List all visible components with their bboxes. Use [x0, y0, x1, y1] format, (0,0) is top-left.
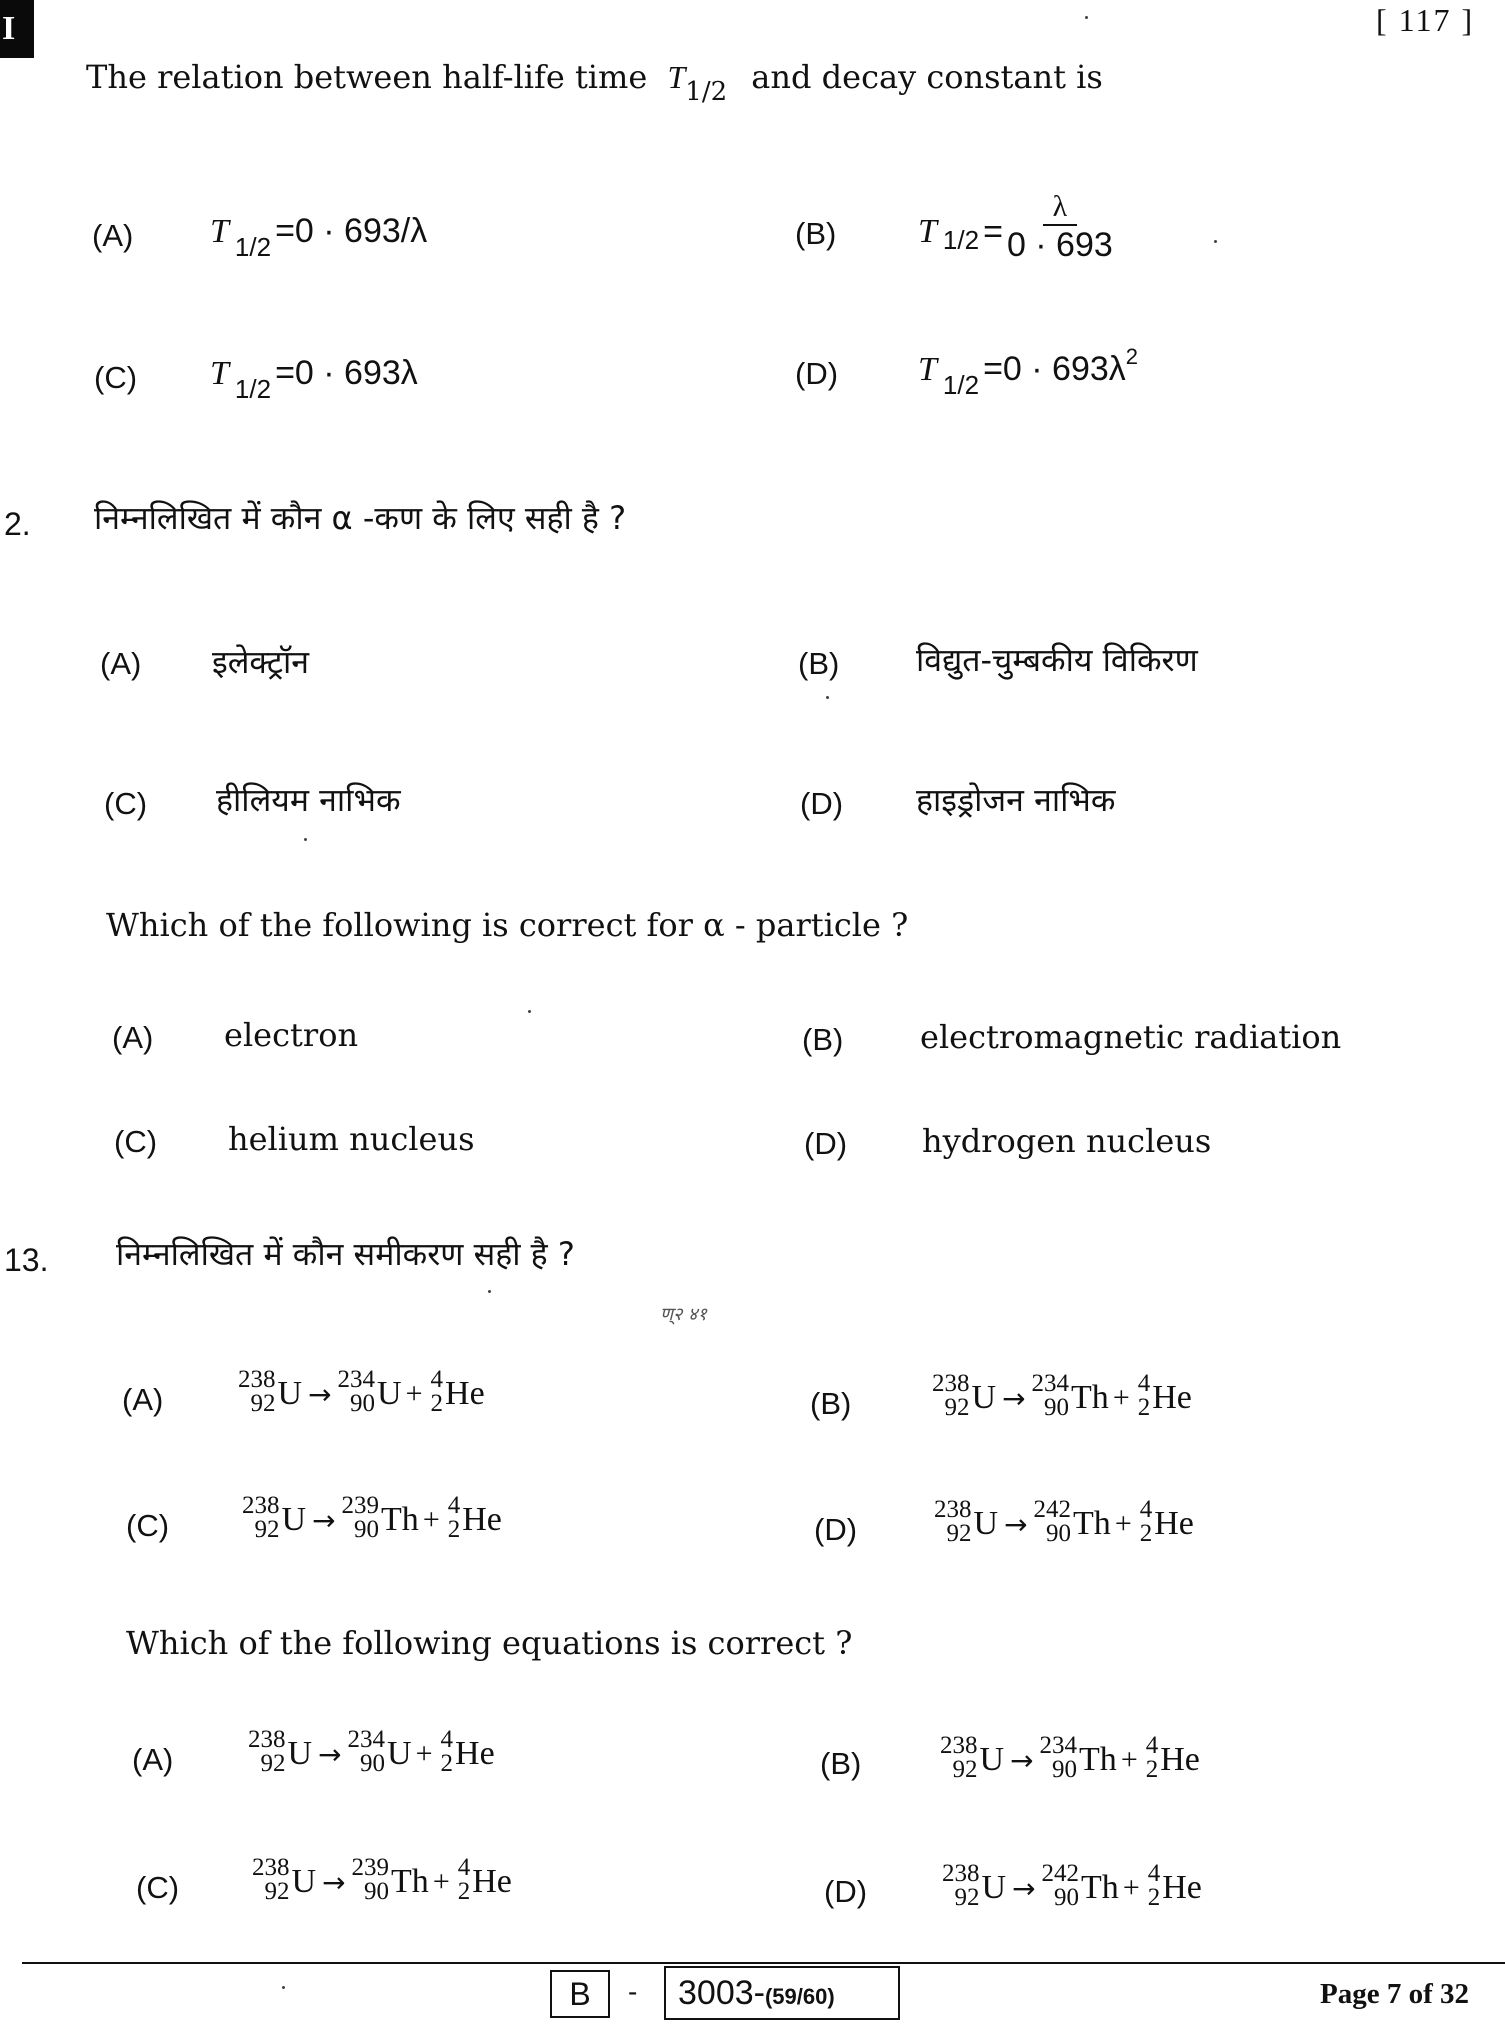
series-code-box: B	[550, 1970, 610, 2018]
q13-english-option-a-label[interactable]: (A)	[132, 1742, 174, 1777]
plus-sign: +	[415, 1737, 433, 1770]
q13-question-english: Which of the following equations is correct ?	[126, 1624, 853, 1662]
q13-english-option-b-label[interactable]: (B)	[820, 1746, 862, 1781]
q12-question-hindi: निम्नलिखित में कौन α -कण के लिए सही है ?	[94, 499, 627, 537]
parent-symbol: U	[973, 1505, 999, 1542]
formula-subscript: 1/2	[942, 370, 980, 400]
parent-symbol: U	[979, 1741, 1005, 1778]
q12-hindi-option-c-text: हीलियम नाभिक	[216, 781, 401, 819]
formula-rhs: =0 · 693λ	[275, 354, 418, 392]
q11-question-end: and decay constant is	[751, 58, 1103, 96]
formula-superscript: 2	[1125, 344, 1139, 369]
scan-speck	[1085, 16, 1088, 19]
arrow-icon: →	[1004, 1507, 1028, 1541]
q13-hindi-option-c-equation	[242, 1492, 502, 1544]
q11-option-a-label[interactable]: (A)	[92, 218, 134, 253]
scan-speck	[304, 838, 307, 841]
paper-code-box	[664, 1966, 900, 2020]
daughter-symbol: U	[377, 1375, 402, 1412]
footer-divider	[22, 1962, 1505, 1964]
daughter-nuclide-numbers: 234 90	[1039, 1732, 1078, 1783]
q13-hindi-option-c-label[interactable]: (C)	[126, 1508, 170, 1543]
formula-subscript: 1/2	[234, 374, 272, 404]
daughter-symbol: Th	[1073, 1505, 1111, 1542]
emitted-nuclide-numbers: 4 2	[440, 1726, 454, 1777]
arrow-icon: →	[308, 1377, 332, 1411]
q13-english-option-a-equation	[248, 1726, 495, 1778]
emitted-symbol: He	[1160, 1741, 1200, 1778]
q12-question-english: Which of the following is correct for α - particle ?	[106, 906, 909, 944]
plus-sign: +	[422, 1503, 440, 1536]
daughter-nuclide-numbers: 239 90	[341, 1492, 380, 1543]
q12-hindi-option-b-label[interactable]: (B)	[798, 646, 840, 681]
emitted-nuclide-numbers: 4 2	[1147, 1860, 1161, 1911]
formula-subscript: 1/2	[942, 224, 980, 255]
parent-nuclide-numbers: 238 92	[940, 1732, 978, 1783]
q11-subscript: 1/2	[685, 77, 728, 107]
formula-symbol: T	[918, 351, 937, 388]
arrow-icon: →	[1010, 1743, 1034, 1777]
emitted-symbol: He	[462, 1501, 502, 1538]
plus-sign: +	[432, 1865, 450, 1898]
q12-english-option-c-text: helium nucleus	[228, 1120, 475, 1158]
emitted-symbol: He	[472, 1863, 512, 1900]
q12-english-option-c-label[interactable]: (C)	[114, 1124, 158, 1159]
daughter-symbol: Th	[381, 1501, 419, 1538]
arrow-icon: →	[1002, 1381, 1026, 1415]
page-indicator: Page 7 of 32	[1320, 1978, 1469, 2010]
q12-english-option-a-label[interactable]: (A)	[112, 1020, 154, 1055]
q13-english-option-b-equation	[940, 1732, 1200, 1784]
parent-symbol: U	[981, 1869, 1007, 1906]
q13-english-option-d-label[interactable]: (D)	[824, 1874, 868, 1909]
page-number: [ 117 ]	[1376, 2, 1475, 38]
q12-hindi-option-c-label[interactable]: (C)	[104, 786, 148, 821]
q12-hindi-option-a-label[interactable]: (A)	[100, 646, 142, 681]
handwritten-note: ण्२ ४१	[660, 1304, 707, 1325]
daughter-nuclide-numbers: 234 90	[347, 1726, 386, 1777]
arrow-icon: →	[318, 1737, 342, 1771]
q12-english-option-a-text: electron	[224, 1016, 359, 1054]
emitted-symbol: He	[455, 1735, 495, 1772]
emitted-nuclide-numbers: 4 2	[1145, 1732, 1159, 1783]
q13-english-option-c-label[interactable]: (C)	[136, 1870, 180, 1905]
formula-subscript: 1/2	[234, 232, 272, 262]
scan-speck	[826, 696, 829, 699]
q12-english-option-d-label[interactable]: (D)	[804, 1126, 848, 1161]
plus-sign: +	[405, 1377, 423, 1410]
formula-symbol: T	[210, 355, 229, 392]
parent-symbol: U	[971, 1379, 997, 1416]
emitted-symbol: He	[1154, 1505, 1194, 1542]
parent-nuclide-numbers: 238 92	[242, 1492, 280, 1543]
q13-hindi-option-b-label[interactable]: (B)	[810, 1386, 852, 1421]
q13-english-option-d-equation	[942, 1860, 1202, 1912]
q13-english-option-c-equation	[252, 1854, 512, 1906]
scan-speck	[488, 1290, 491, 1293]
q13-hindi-option-d-label[interactable]: (D)	[814, 1512, 858, 1547]
daughter-nuclide-numbers: 239 90	[351, 1854, 390, 1905]
formula-fraction	[1003, 192, 1117, 264]
arrow-icon: →	[1012, 1871, 1036, 1905]
emitted-symbol: He	[1162, 1869, 1202, 1906]
plus-sign: +	[1122, 1871, 1140, 1904]
parent-symbol: U	[281, 1501, 307, 1538]
q11-question-text: The relation between half-life time	[86, 58, 648, 96]
q11-symbol: T	[667, 59, 686, 95]
parent-nuclide-numbers: 238 92	[248, 1726, 286, 1777]
q12-hindi-option-d-text: हाइड्रोजन नाभिक	[916, 781, 1116, 819]
parent-nuclide-numbers: 238 92	[934, 1496, 972, 1547]
parent-nuclide-numbers: 238 92	[238, 1366, 276, 1417]
formula-equals: =	[983, 212, 1003, 251]
q12-number: 2.	[4, 506, 31, 542]
scan-speck	[1214, 240, 1217, 243]
plus-sign: +	[1112, 1381, 1130, 1414]
parent-symbol: U	[277, 1375, 303, 1412]
q12-hindi-option-b-text: विद्युत-चुम्बकीय विकिरण	[916, 641, 1198, 679]
q13-hindi-option-d-equation	[934, 1496, 1194, 1548]
fraction-denominator: 0 · 693	[1006, 226, 1113, 264]
emitted-nuclide-numbers: 4 2	[430, 1366, 444, 1417]
q11-option-c-formula	[210, 354, 418, 404]
emitted-nuclide-numbers: 4 2	[447, 1492, 461, 1543]
parent-symbol: U	[291, 1863, 317, 1900]
q11-option-b-formula	[918, 190, 1117, 268]
daughter-nuclide-numbers: 242 90	[1041, 1860, 1080, 1911]
arrow-icon: →	[322, 1865, 346, 1899]
q11-question	[86, 58, 1103, 107]
arrow-icon: →	[312, 1503, 336, 1537]
q12-english-option-b-label[interactable]: (B)	[802, 1022, 844, 1057]
q12-hindi-option-d-label[interactable]: (D)	[800, 786, 844, 821]
q11-option-d-label[interactable]: (D)	[795, 356, 839, 391]
daughter-nuclide-numbers: 234 90	[337, 1366, 376, 1417]
q12-english-option-b-text: electromagnetic radiation	[920, 1018, 1342, 1056]
footer-dash: -	[628, 1976, 638, 2007]
formula-rhs: =0 · 693λ	[983, 350, 1126, 388]
emitted-nuclide-numbers: 4 2	[1137, 1370, 1151, 1421]
q13-hindi-option-a-label[interactable]: (A)	[122, 1382, 164, 1417]
section-tab: I	[0, 0, 34, 58]
q13-hindi-option-a-equation	[238, 1366, 485, 1418]
paper-code-suffix: (59/60)	[764, 1984, 835, 2009]
daughter-symbol: Th	[1081, 1869, 1119, 1906]
daughter-symbol: Th	[1071, 1379, 1109, 1416]
plus-sign: +	[1114, 1507, 1132, 1540]
formula-rhs: =0 · 693/λ	[275, 212, 428, 250]
parent-nuclide-numbers: 238 92	[932, 1370, 970, 1421]
q11-option-a-formula	[210, 212, 428, 262]
q13-hindi-option-b-equation	[932, 1370, 1192, 1422]
scan-speck	[528, 1010, 531, 1013]
q12-hindi-option-a-text: इलेक्ट्रॉन	[212, 643, 310, 681]
scan-speck	[282, 1986, 285, 1989]
q12-english-option-d-text: hydrogen nucleus	[922, 1122, 1212, 1160]
daughter-nuclide-numbers: 234 90	[1031, 1370, 1070, 1421]
emitted-symbol: He	[445, 1375, 485, 1412]
parent-nuclide-numbers: 238 92	[942, 1860, 980, 1911]
daughter-nuclide-numbers: 242 90	[1033, 1496, 1072, 1547]
parent-symbol: U	[287, 1735, 313, 1772]
parent-nuclide-numbers: 238 92	[252, 1854, 290, 1905]
q13-number: 13.	[4, 1242, 49, 1278]
emitted-nuclide-numbers: 4 2	[457, 1854, 471, 1905]
daughter-symbol: Th	[391, 1863, 429, 1900]
fraction-numerator: λ	[1043, 192, 1078, 226]
formula-symbol: T	[210, 213, 229, 250]
q13-question-hindi: निम्नलिखित में कौन समीकरण सही है ?	[116, 1235, 575, 1273]
daughter-symbol: Th	[1079, 1741, 1117, 1778]
plus-sign: +	[1120, 1743, 1138, 1776]
q11-option-c-label[interactable]: (C)	[94, 360, 138, 395]
daughter-symbol: U	[387, 1735, 412, 1772]
formula-symbol: T	[918, 213, 937, 250]
emitted-nuclide-numbers: 4 2	[1139, 1496, 1153, 1547]
paper-code: 3003-	[678, 1973, 765, 2012]
q11-option-b-label[interactable]: (B)	[795, 216, 837, 251]
q11-option-d-formula	[918, 344, 1139, 400]
emitted-symbol: He	[1152, 1379, 1192, 1416]
